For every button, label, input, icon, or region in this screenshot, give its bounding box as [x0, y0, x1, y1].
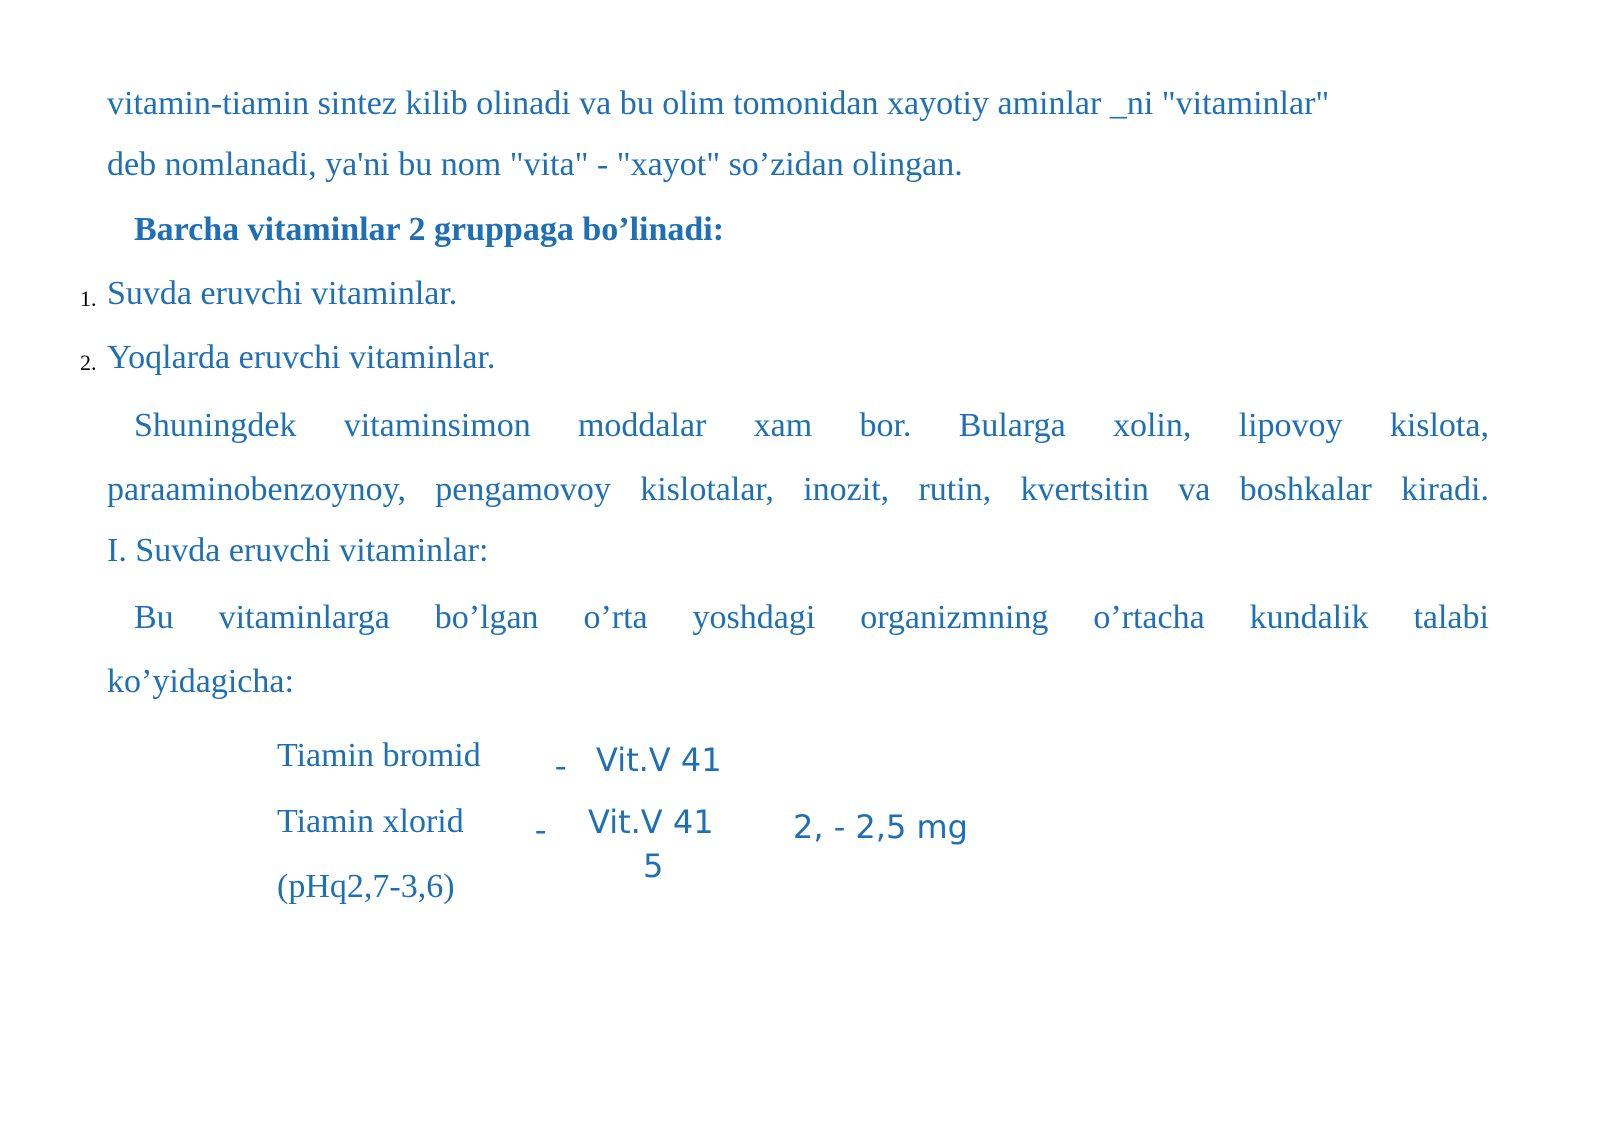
word: vitaminsimon [343, 407, 531, 444]
row1-vit: Vit.V 41 [596, 741, 722, 779]
word: va [1178, 471, 1211, 508]
word: rutin, [918, 471, 992, 508]
requirement-line-2: ko’yidagicha: [107, 663, 294, 700]
word: kislota, [1389, 407, 1489, 444]
intro-line-1: vitamin-tiamin sintez kilib olinadi va bu olim tomonidan xayotiy aminlar _ni "vitaminlar" [107, 85, 1330, 122]
dose-value: 2, - 2,5 mg [793, 808, 968, 846]
word: o’rta [583, 599, 648, 636]
word: xam [753, 407, 813, 444]
list-number-2: 2. [80, 350, 97, 375]
word: kiradi. [1401, 471, 1489, 508]
word: inozit, [803, 471, 890, 508]
requirement-line-1 [134, 598, 1489, 638]
list-number-1: 1. [80, 286, 97, 311]
word: kislotalar, [640, 471, 774, 508]
row1-dash: - [555, 747, 567, 784]
vitaminlike-line-2 [107, 470, 1489, 510]
word: bor. [859, 407, 912, 444]
row2-vit: Vit.V 41 [588, 803, 714, 841]
row2-dash: - [535, 811, 547, 848]
word: vitaminlarga [218, 599, 390, 636]
word: talabi [1413, 599, 1489, 636]
word: o’rtacha [1093, 599, 1205, 636]
word: boshkalar [1239, 471, 1372, 508]
word: lipovoy [1238, 407, 1343, 444]
word: paraaminobenzoynoy, [107, 471, 406, 508]
row2-name: Tiamin xlorid [277, 803, 464, 840]
word: kundalik [1249, 599, 1369, 636]
word: xolin, [1112, 407, 1192, 444]
word: yoshdagi [692, 599, 816, 636]
list-item-2: Yoqlarda eruvchi vitaminlar. [107, 339, 496, 376]
row2-vit-sub: 5 [643, 847, 664, 885]
row3-name: (pHq2,7-3,6) [277, 868, 455, 905]
list-item-1: Suvda eruvchi vitaminlar. [107, 275, 458, 312]
word: bo’lgan [434, 599, 539, 636]
word: Bu [134, 599, 174, 636]
word: moddalar [577, 407, 707, 444]
groups-heading: Barcha vitaminlar 2 gruppaga bo’linadi: [134, 211, 725, 248]
word: organizmning [860, 599, 1049, 636]
word: pengamovoy [435, 471, 611, 508]
section-title: I. Suvda eruvchi vitaminlar: [107, 532, 489, 569]
vitaminlike-line-1 [134, 406, 1489, 446]
word: Shuningdek [134, 407, 297, 444]
word: kvertsitin [1020, 471, 1149, 508]
row1-name: Tiamin bromid [277, 737, 481, 774]
intro-line-2: deb nomlanadi, ya'ni bu nom "vita" - "xayot" so’zidan olingan. [107, 146, 963, 183]
word: Bularga [958, 407, 1066, 444]
